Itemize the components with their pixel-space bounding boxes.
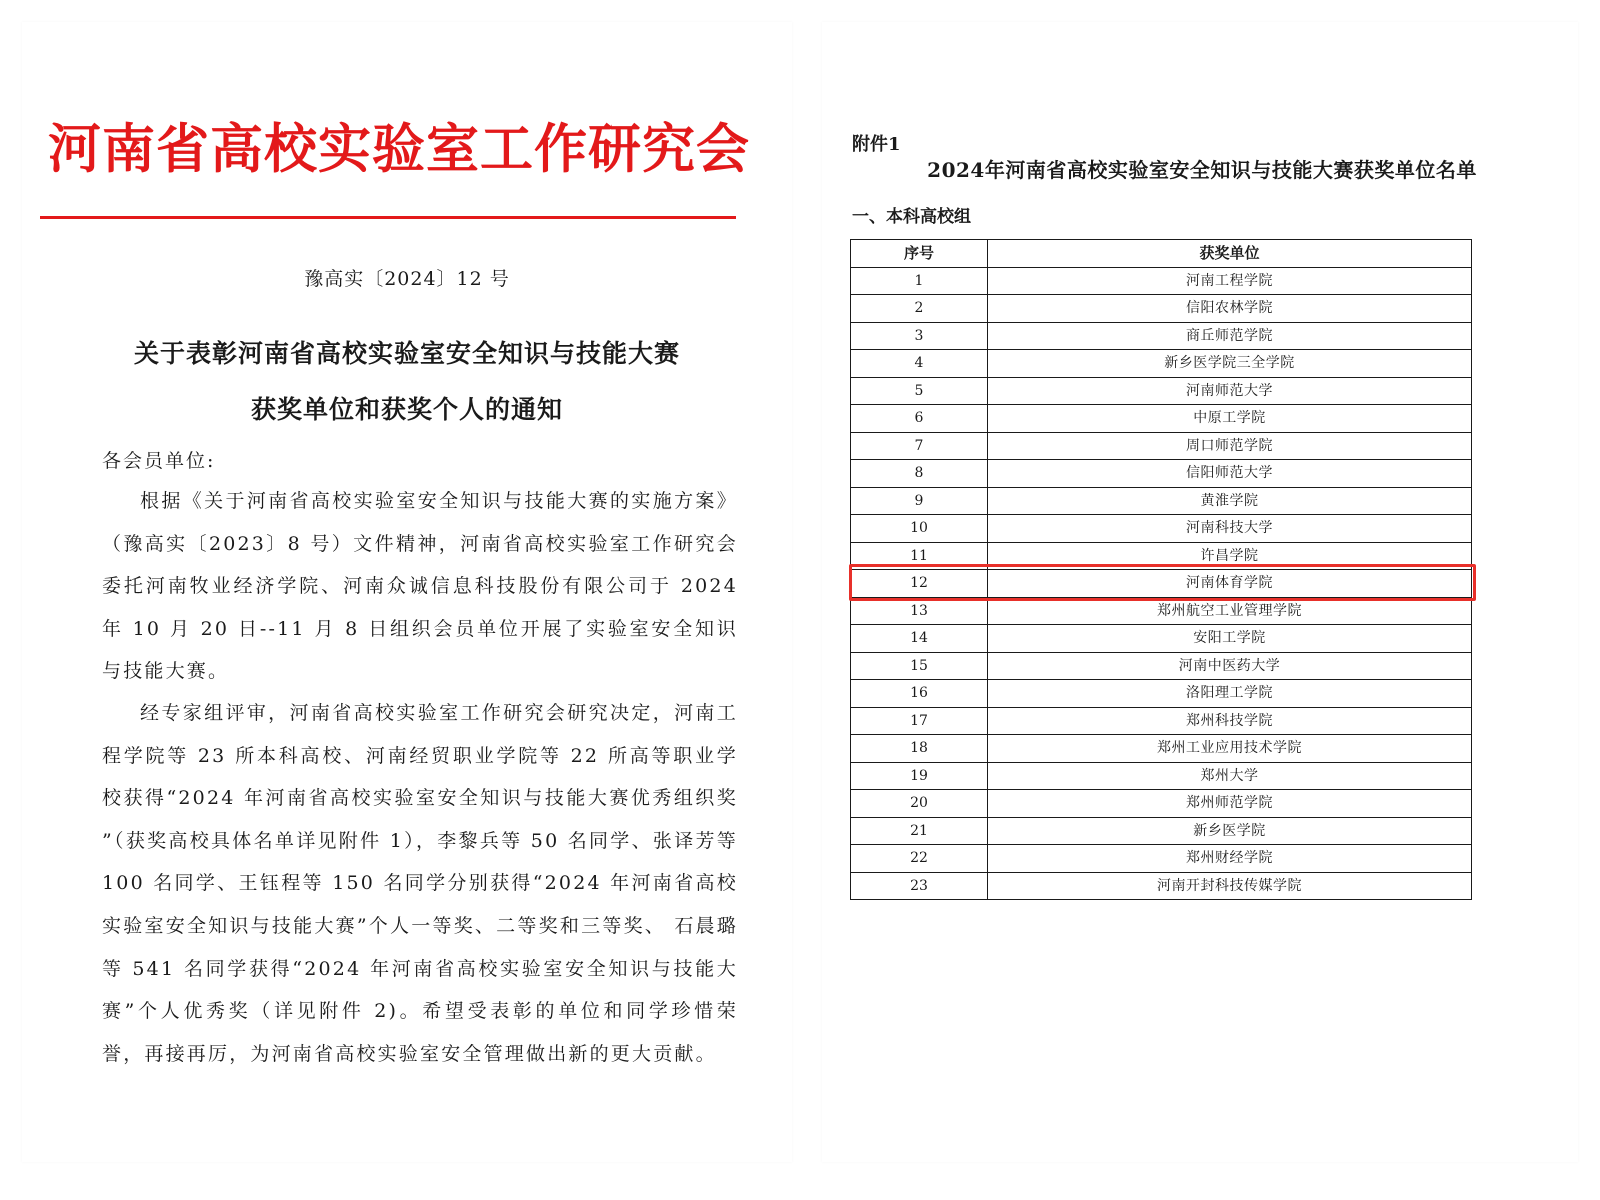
row-seq: 3 [851, 322, 988, 350]
row-seq: 12 [851, 570, 988, 598]
notice-title-line-2: 获奖单位和获奖个人的通知 [250, 395, 563, 424]
table-row [851, 267, 1472, 295]
row-unit: 河南师范大学 [988, 377, 1472, 405]
row-unit: 河南中医药大学 [988, 652, 1472, 680]
row-seq: 6 [851, 405, 988, 433]
table-row [851, 845, 1472, 873]
table-header-row [851, 240, 1472, 268]
row-seq: 21 [851, 817, 988, 845]
row-unit: 河南科技大学 [988, 515, 1472, 543]
row-seq: 17 [851, 707, 988, 735]
table-row [851, 405, 1472, 433]
row-seq: 14 [851, 625, 988, 653]
table-row [851, 515, 1472, 543]
header-unit: 获奖单位 [988, 240, 1472, 268]
row-seq: 4 [851, 350, 988, 378]
salutation: 各会员单位: [102, 450, 216, 472]
row-unit: 商丘师范学院 [988, 322, 1472, 350]
row-unit: 河南工程学院 [988, 267, 1472, 295]
row-seq: 1 [851, 267, 988, 295]
row-unit: 信阳农林学院 [988, 295, 1472, 323]
row-unit: 黄淮学院 [988, 487, 1472, 515]
row-seq: 16 [851, 680, 988, 708]
attachment-title: 2024年河南省高校实验室安全知识与技能大赛获奖单位名单 [927, 158, 1477, 182]
attachment-page [822, 22, 1578, 1162]
row-seq: 13 [851, 597, 988, 625]
row-unit: 郑州师范学院 [988, 790, 1472, 818]
table-row [851, 350, 1472, 378]
row-seq: 20 [851, 790, 988, 818]
row-unit: 新乡医学院 [988, 817, 1472, 845]
notice-page [22, 22, 792, 1162]
row-seq: 7 [851, 432, 988, 460]
row-seq: 9 [851, 487, 988, 515]
section-label: 一、本科高校组 [852, 207, 971, 227]
row-unit: 新乡医学院三全学院 [988, 350, 1472, 378]
table-row [851, 872, 1472, 900]
body-paragraph-2: 经专家组评审，河南省高校实验室工作研究会研究决定，河南工程学院等 23 所本科高校、河南经贸职业学院等 22 所高等职业学校获得“2024 年河南省高校实验室安全知识与技能大赛优秀组织奖 ”（获奖高校具体名单详见附件 1），李黎兵等 50 名同学、张译芳等 100 名同学、王钰程等 150 名同学分别获得“2024 年河南省高校实验室安全知识与技能大赛”个人一等奖、二等奖和三等奖、 石晨璐等 541 名同学获得“2024 年河南省高校实验室安全知识与技能大赛”个人优秀奖（详见附件 2)。希望受表彰的单位和同学珍惜荣誉，再接再厉，为河南省高校实验室安全管理做出新的更大贡献。 [102, 702, 738, 1065]
header-red-divider [40, 216, 736, 219]
row-unit: 许昌学院 [988, 542, 1472, 570]
table-row [851, 597, 1472, 625]
table-row [851, 295, 1472, 323]
row-unit: 中原工学院 [988, 405, 1472, 433]
row-seq: 10 [851, 515, 988, 543]
row-unit: 郑州航空工业管理学院 [988, 597, 1472, 625]
row-seq: 2 [851, 295, 988, 323]
table-row [851, 652, 1472, 680]
row-unit: 河南体育学院 [988, 570, 1472, 598]
row-seq: 19 [851, 762, 988, 790]
table-row [851, 460, 1472, 488]
row-unit: 河南开封科技传媒学院 [988, 872, 1472, 900]
row-unit: 周口师范学院 [988, 432, 1472, 460]
row-unit: 郑州工业应用技术学院 [988, 735, 1472, 763]
table-row [851, 487, 1472, 515]
row-unit: 信阳师范大学 [988, 460, 1472, 488]
row-unit: 郑州科技学院 [988, 707, 1472, 735]
table-row [851, 790, 1472, 818]
table-row [851, 322, 1472, 350]
row-unit: 安阳工学院 [988, 625, 1472, 653]
row-seq: 11 [851, 542, 988, 570]
attachment-label: 附件1 [852, 134, 901, 155]
row-seq: 23 [851, 872, 988, 900]
document-number: 豫高实〔2024〕12 号 [304, 268, 510, 290]
notice-title-line-1: 关于表彰河南省高校实验室安全知识与技能大赛 [133, 339, 680, 368]
row-unit: 郑州财经学院 [988, 845, 1472, 873]
row-seq: 8 [851, 460, 988, 488]
header-seq: 序号 [851, 240, 988, 268]
award-table-body [851, 267, 1472, 900]
table-row [851, 570, 1472, 598]
row-seq: 22 [851, 845, 988, 873]
row-seq: 18 [851, 735, 988, 763]
row-unit: 洛阳理工学院 [988, 680, 1472, 708]
row-seq: 15 [851, 652, 988, 680]
table-row [851, 735, 1472, 763]
table-row [851, 762, 1472, 790]
table-row [851, 707, 1472, 735]
row-seq: 5 [851, 377, 988, 405]
table-row [851, 542, 1472, 570]
table-row [851, 625, 1472, 653]
row-unit: 郑州大学 [988, 762, 1472, 790]
table-row [851, 817, 1472, 845]
org-name-header: 河南省高校实验室工作研究会 [48, 118, 750, 180]
award-table [850, 239, 1472, 900]
table-row [851, 377, 1472, 405]
table-row [851, 432, 1472, 460]
table-row [851, 680, 1472, 708]
body-paragraph-1: 根据《关于河南省高校实验室安全知识与技能大赛的实施方案》（豫高实〔2023〕8 号）文件精神，河南省高校实验室工作研究会委托河南牧业经济学院、河南众诚信息科技股份有限公司于 2024 年 10 月 20 日--11 月 8 日组织会员单位开展了实验室安全知识与技能大赛。 [102, 490, 738, 683]
